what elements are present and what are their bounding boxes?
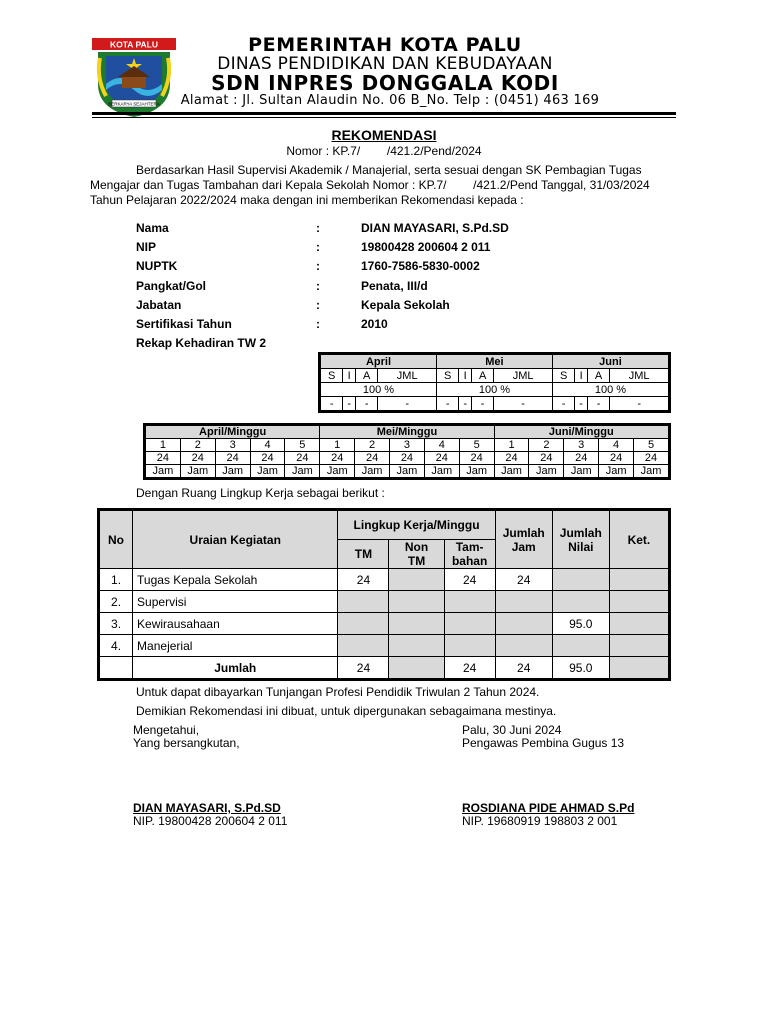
dash-cell: - (436, 397, 458, 411)
row-jumlah-nilai: 95.0 (552, 613, 609, 635)
recipient-info (136, 218, 596, 353)
dash-cell: - (343, 397, 356, 411)
week-unit: Jam (180, 465, 215, 478)
row-uraian: Manejerial (133, 635, 338, 657)
row-tambahan (444, 591, 495, 613)
week-unit: Jam (355, 465, 390, 478)
row-ket (609, 591, 668, 613)
week-number: 3 (215, 439, 250, 452)
week-hours: 24 (459, 452, 494, 465)
info-label: Sertifikasi Tahun (136, 317, 232, 332)
week-unit: Jam (146, 465, 181, 478)
table-row (100, 635, 669, 657)
row-no: 4. (100, 635, 133, 657)
week-hours: 24 (599, 452, 634, 465)
total-label: Jumlah (133, 657, 338, 679)
row-tm: 24 (338, 569, 389, 591)
header-lingkup: Lingkup Kerja/Minggu (338, 511, 495, 540)
info-label: NUPTK (136, 259, 178, 274)
attendance-sub-header (321, 369, 669, 383)
row-ket (609, 613, 668, 635)
week-unit: Jam (250, 465, 285, 478)
info-row (136, 334, 596, 353)
info-row (136, 218, 596, 237)
row-tambahan (444, 613, 495, 635)
header-jumlah-jam (495, 511, 552, 569)
row-non-tm (389, 569, 444, 591)
header-jumlah-nilai-line1: Jumlah (559, 525, 602, 540)
opening-paragraph (90, 163, 678, 208)
total-jumlah-nilai: 95.0 (552, 657, 609, 679)
header-non-tm (389, 540, 444, 569)
sub-header: S (321, 369, 343, 383)
document-number: Nomor : KP.7/ /421.2/Pend/2024 (286, 144, 482, 158)
info-row (136, 314, 596, 333)
kota-palu-logo (92, 38, 176, 118)
dash-cell: - (610, 397, 669, 411)
row-uraian: Kewirausahaan (133, 613, 338, 635)
week-unit: Jam (459, 465, 494, 478)
week-hours: 24 (564, 452, 599, 465)
row-jumlah-nilai (552, 635, 609, 657)
week-number: 5 (634, 439, 669, 452)
dash-cell: - (552, 397, 574, 411)
header-tambahan (444, 540, 495, 569)
signature-left-line2: Yang bersangkutan, (133, 736, 240, 750)
sub-header: I (343, 369, 356, 383)
week-unit: Jam (320, 465, 355, 478)
info-value: Penata, III/d (361, 278, 428, 293)
letterhead-address: Alamat : Jl. Sultan Alaudin No. 06 B_No. Telp : (0451) 463 169 (180, 93, 600, 108)
sub-header: A (587, 369, 609, 383)
info-label: Jabatan (136, 297, 182, 312)
header-non-tm-line1: Non (404, 540, 429, 554)
total-non-tm (389, 657, 444, 679)
row-uraian: Tugas Kepala Sekolah (133, 569, 338, 591)
week-month-header: Mei/Minggu (320, 426, 494, 439)
info-label: Nama (136, 220, 169, 235)
week-month-header: Juni/Minggu (494, 426, 668, 439)
header-jumlah-nilai-line2: Nilai (568, 539, 594, 554)
week-number: 5 (285, 439, 320, 452)
week-hours: 24 (180, 452, 215, 465)
row-jumlah-jam: 24 (495, 569, 552, 591)
week-number: 3 (564, 439, 599, 452)
info-value: DIAN MAYASARI, S.Pd.SD (361, 220, 509, 235)
week-number: 1 (494, 439, 529, 452)
week-month-header: April/Minggu (146, 426, 320, 439)
week-unit: Jam (529, 465, 564, 478)
paragraph-line-3: Tahun Pelajaran 2022/2024 maka dengan ini memberikan Rekomendasi kepada : (90, 193, 524, 207)
row-no: 2. (100, 591, 133, 613)
week-hours: 24 (390, 452, 425, 465)
header-tambahan-line2: bahan (451, 554, 488, 568)
header-uraian: Uraian Kegiatan (133, 511, 338, 569)
row-tm (338, 635, 389, 657)
week-unit: Jam (564, 465, 599, 478)
sub-header: S (436, 369, 458, 383)
row-jumlah-jam (495, 613, 552, 635)
weekly-hours-row (146, 452, 669, 465)
attendance-percent: 100 % (436, 383, 552, 397)
row-no: 1. (100, 569, 133, 591)
sub-header: I (459, 369, 472, 383)
dash-cell: - (459, 397, 472, 411)
week-unit: Jam (494, 465, 529, 478)
info-colon: : (316, 278, 320, 293)
week-number: 4 (250, 439, 285, 452)
table-header-row (100, 511, 669, 540)
work-scope-table (99, 510, 669, 679)
row-non-tm (389, 613, 444, 635)
dash-cell: - (378, 397, 437, 411)
info-colon: : (316, 220, 320, 235)
sub-header: A (471, 369, 493, 383)
week-number: 3 (390, 439, 425, 452)
closing-note: Demikian Rekomendasi ini dibuat, untuk dipergunakan sebagaimana mestinya. (136, 704, 557, 718)
row-tm (338, 613, 389, 635)
week-hours: 24 (146, 452, 181, 465)
signature-right-line2: Pengawas Pembina Gugus 13 (462, 736, 625, 750)
week-number: 1 (146, 439, 181, 452)
week-hours: 24 (355, 452, 390, 465)
sub-header: JML (494, 369, 553, 383)
week-unit: Jam (424, 465, 459, 478)
weekly-month-header (146, 426, 669, 439)
info-value: 2010 (361, 317, 388, 332)
week-unit: Jam (285, 465, 320, 478)
month-header: Mei (436, 355, 552, 369)
attendance-weekly-table (145, 425, 669, 478)
table-total-row (100, 657, 669, 679)
week-number: 2 (529, 439, 564, 452)
signature-left-name: DIAN MAYASARI, S.Pd.SD (133, 801, 281, 815)
week-hours: 24 (320, 452, 355, 465)
week-number: 4 (424, 439, 459, 452)
week-hours: 24 (494, 452, 529, 465)
info-colon: : (316, 239, 320, 254)
week-number: 2 (355, 439, 390, 452)
header-tambahan-line1: Tam- (455, 540, 484, 554)
row-jumlah-nilai (552, 569, 609, 591)
week-number: 1 (320, 439, 355, 452)
row-tm (338, 591, 389, 613)
row-ket (609, 569, 668, 591)
row-uraian: Supervisi (133, 591, 338, 613)
row-tambahan: 24 (444, 569, 495, 591)
signature-right-block (462, 802, 634, 828)
info-row (136, 257, 596, 276)
row-ket (609, 635, 668, 657)
logo-text: KOTA PALU (109, 39, 159, 50)
header-no: No (100, 511, 133, 569)
letterhead-divider-thin (92, 117, 676, 118)
total-ket (609, 657, 668, 679)
row-jumlah-nilai (552, 591, 609, 613)
week-hours: 24 (634, 452, 669, 465)
signature-left-block (133, 802, 287, 828)
scope-intro: Dengan Ruang Lingkup Kerja sebagai berikut : (136, 486, 385, 500)
row-non-tm (389, 591, 444, 613)
dash-cell: - (355, 397, 377, 411)
month-header: April (321, 355, 437, 369)
sub-header: S (552, 369, 574, 383)
total-tm: 24 (338, 657, 389, 679)
table-row (100, 569, 669, 591)
info-row (136, 276, 596, 295)
info-value: 19800428 200604 2 011 (361, 239, 491, 254)
header-tm: TM (338, 540, 389, 569)
week-hours: 24 (424, 452, 459, 465)
table-row (100, 613, 669, 635)
attendance-percent-row (321, 383, 669, 397)
signature-right-nip: NIP. 19680919 198803 2 001 (462, 814, 618, 828)
week-number: 5 (459, 439, 494, 452)
info-label: Pangkat/Gol (136, 278, 207, 293)
table-row (100, 591, 669, 613)
info-value: 1760-7586-5830-0002 (361, 259, 480, 274)
week-unit: Jam (390, 465, 425, 478)
week-unit: Jam (215, 465, 250, 478)
info-label: NIP (136, 239, 157, 254)
signature-right-name: ROSDIANA PIDE AHMAD S.Pd (462, 801, 635, 815)
sub-header: JML (378, 369, 437, 383)
header-jumlah-nilai (552, 511, 609, 569)
total-jumlah-jam: 24 (495, 657, 552, 679)
signature-left-nip: NIP. 19800428 200604 2 011 (133, 814, 288, 828)
row-no: 3. (100, 613, 133, 635)
attendance-monthly-table (320, 354, 669, 411)
row-non-tm (389, 635, 444, 657)
dash-cell: - (587, 397, 609, 411)
header-non-tm-line2: TM (407, 554, 426, 568)
letterhead-divider-thick (92, 112, 676, 115)
header-ket: Ket. (609, 511, 668, 569)
paragraph-line-2: Mengajar dan Tugas Tambahan dari Kepala Sekolah Nomor : KP.7/ /421.2/Pend Tanggal, 31/03/2024 (90, 178, 650, 192)
payment-note: Untuk dapat dibayarkan Tunjangan Profesi Pendidik Triwulan 2 Tahun 2024. (136, 685, 540, 699)
sub-header: I (575, 369, 588, 383)
week-unit: Jam (599, 465, 634, 478)
weekly-number-row (146, 439, 669, 452)
paragraph-line-1: Berdasarkan Hasil Supervisi Akademik / Manajerial, serta sesuai dengan SK Pembagian Tugas (136, 163, 642, 177)
logo-subtext: BERKARYA SEJAHTERA (108, 101, 160, 107)
letterhead-department: DINAS PENDIDIKAN DAN KEBUDAYAAN (217, 54, 553, 74)
info-colon: : (316, 259, 320, 274)
signature-right-heading (462, 724, 624, 750)
week-hours: 24 (215, 452, 250, 465)
attendance-month-header (321, 355, 669, 369)
row-tambahan (444, 635, 495, 657)
dash-cell: - (575, 397, 588, 411)
info-colon: : (316, 297, 320, 312)
document-title: REKOMENDASI (331, 127, 437, 143)
sub-header: JML (610, 369, 669, 383)
info-colon: : (316, 317, 320, 332)
month-header: Juni (552, 355, 668, 369)
info-value: Kepala Sekolah (361, 297, 450, 312)
attendance-percent: 100 % (552, 383, 668, 397)
dash-cell: - (494, 397, 553, 411)
row-jumlah-jam (495, 591, 552, 613)
week-unit: Jam (634, 465, 669, 478)
info-row (136, 237, 596, 256)
week-hours: 24 (250, 452, 285, 465)
signature-left-line1: Mengetahui, (133, 723, 200, 737)
attendance-dash-row (321, 397, 669, 411)
row-jumlah-jam (495, 635, 552, 657)
week-hours: 24 (285, 452, 320, 465)
info-label: Rekap Kehadiran TW 2 (136, 336, 267, 351)
header-jumlah-jam-line2: Jam (511, 539, 536, 554)
week-hours: 24 (529, 452, 564, 465)
total-no (100, 657, 133, 679)
attendance-percent: 100 % (321, 383, 437, 397)
sub-header: A (355, 369, 377, 383)
week-number: 4 (599, 439, 634, 452)
weekly-unit-row (146, 465, 669, 478)
dash-cell: - (321, 397, 343, 411)
week-number: 2 (180, 439, 215, 452)
total-tambahan: 24 (444, 657, 495, 679)
info-row (136, 295, 596, 314)
dash-cell: - (471, 397, 493, 411)
letterhead-school: SDN INPRES DONGGALA KODI (211, 71, 559, 95)
signature-right-line1: Palu, 30 Juni 2024 (462, 723, 562, 737)
signature-left-heading (133, 724, 240, 750)
header-jumlah-jam-line1: Jumlah (502, 525, 545, 540)
letterhead-government: PEMERINTAH KOTA PALU (248, 34, 522, 56)
